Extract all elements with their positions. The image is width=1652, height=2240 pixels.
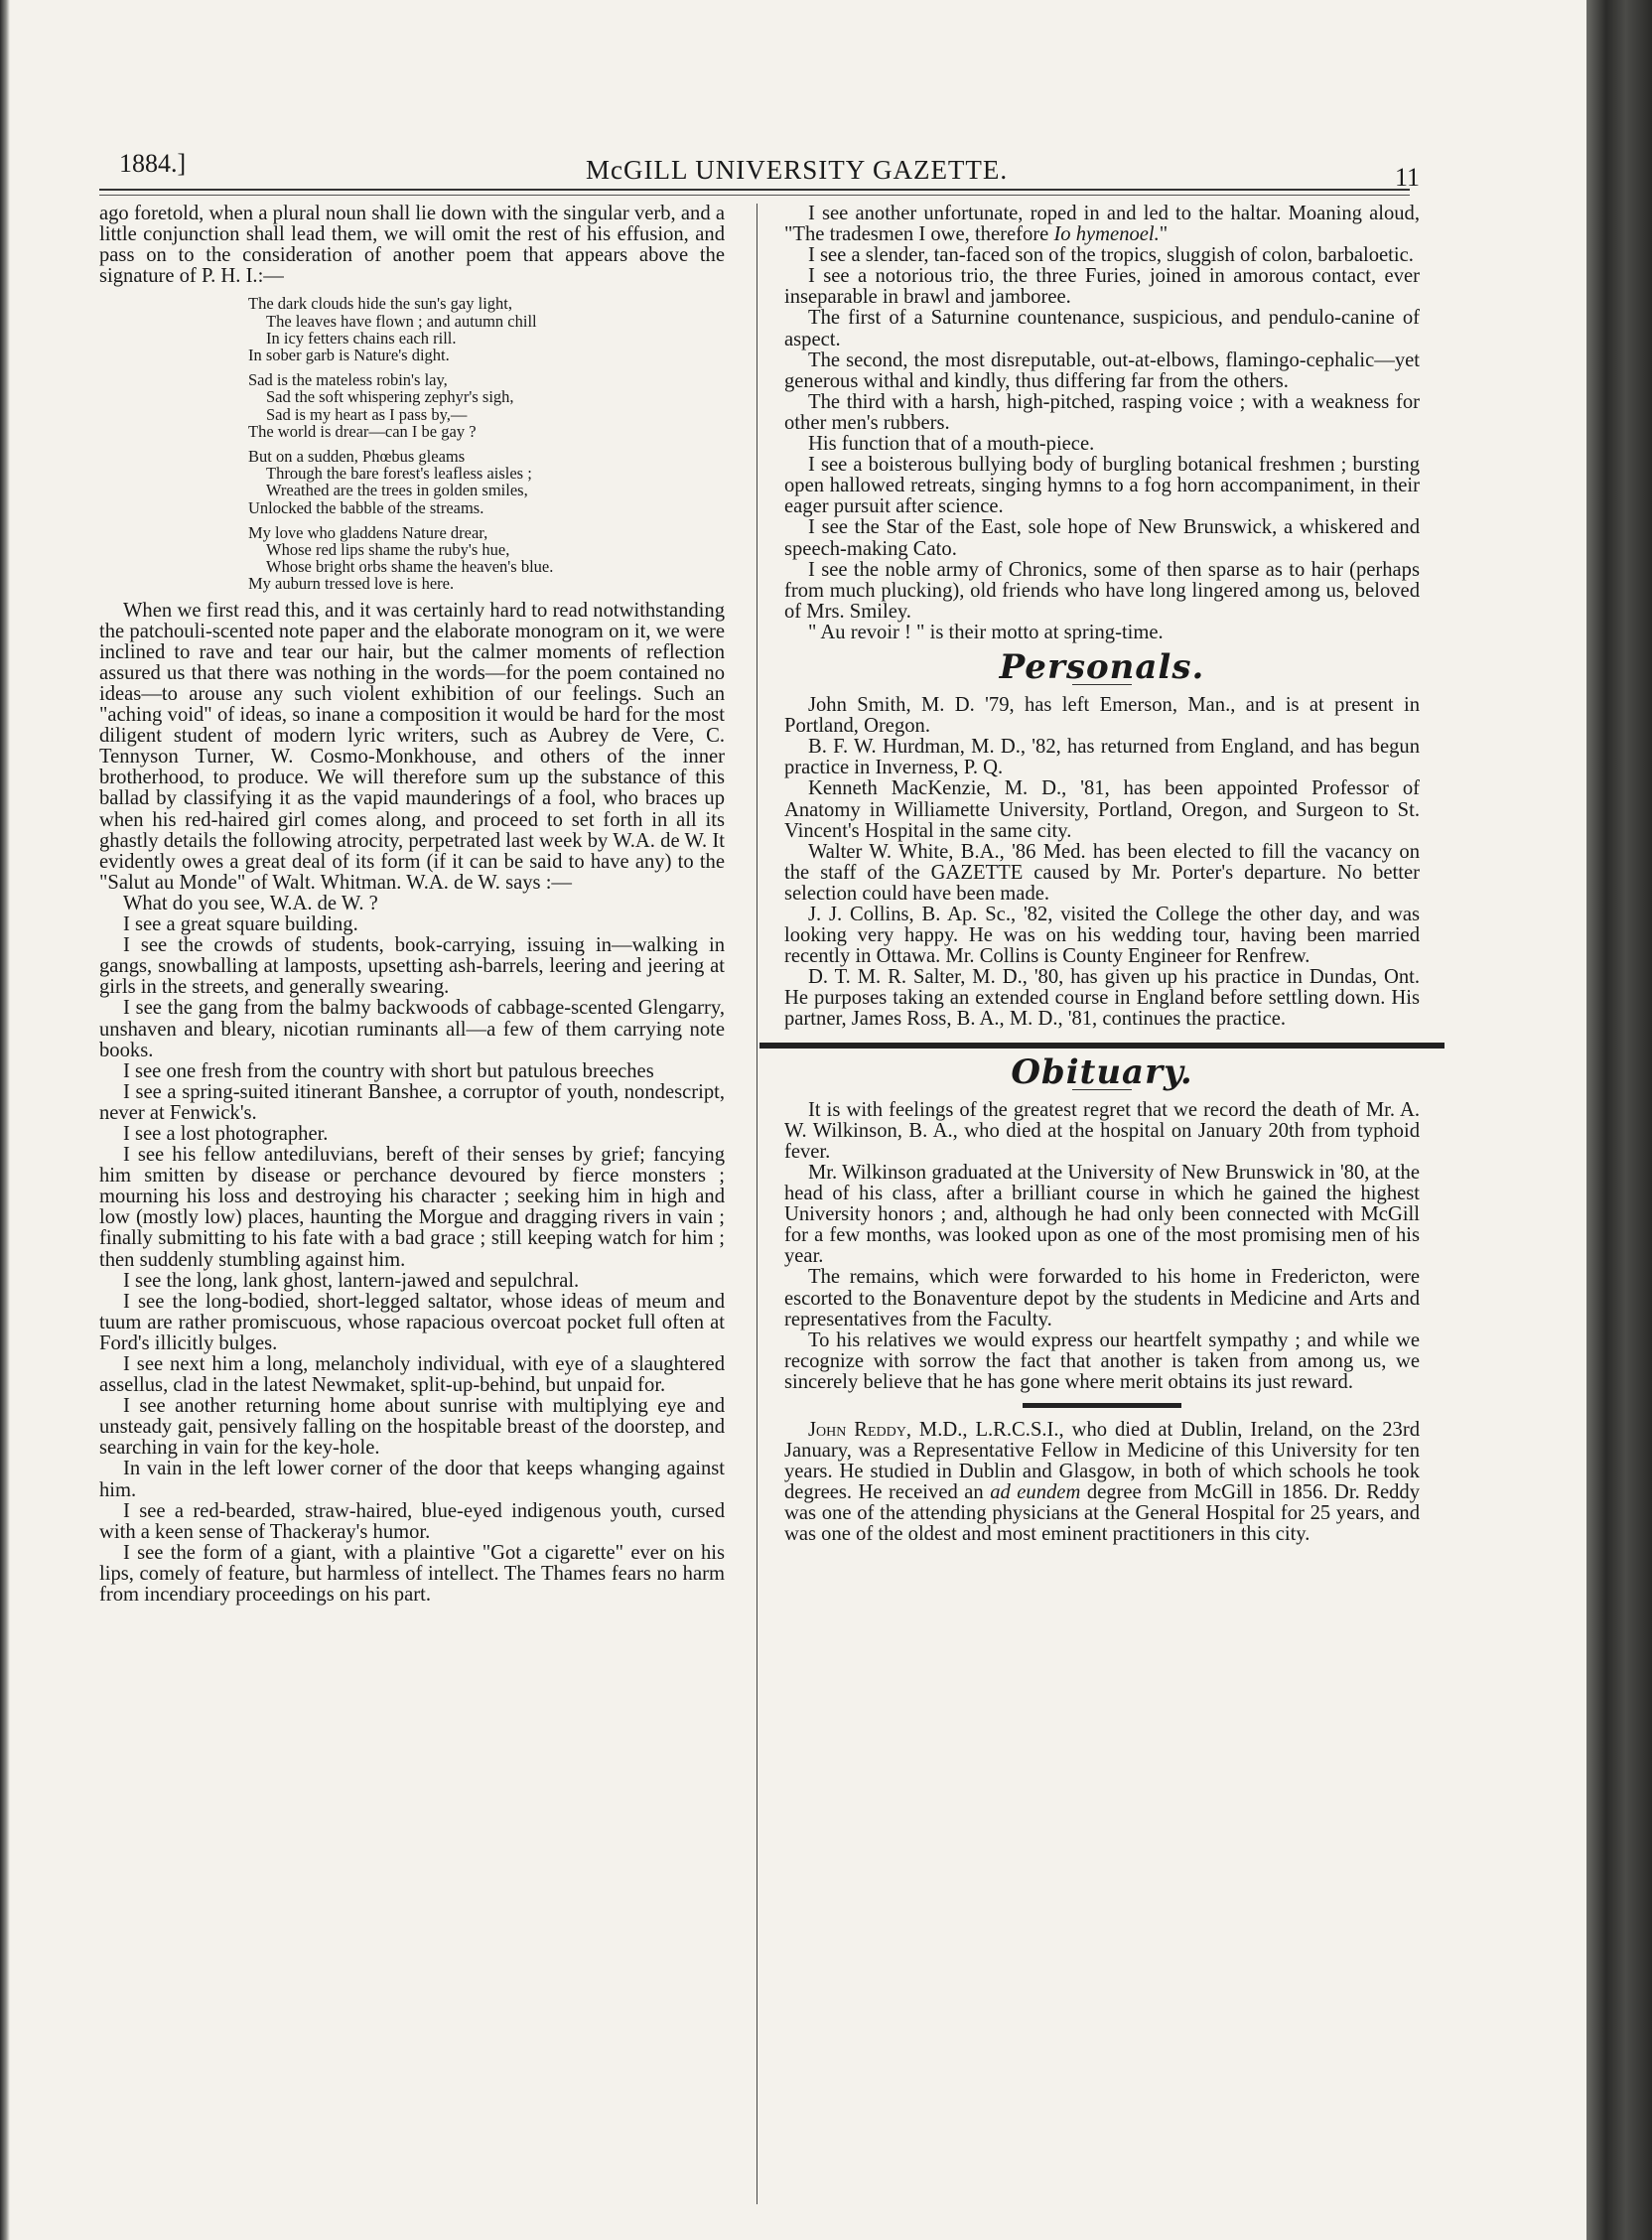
poem-line: Wreathed are the trees in golden smiles, [266,481,528,500]
poem-line: The leaves have flown ; and autumn chill [266,311,537,331]
header-page-number: 11 [1395,163,1421,192]
poem-line: The dark clouds hide the sun's gay light, [248,294,513,314]
verse-paragraph: The second, the most disreputable, out-at-elbows, flamingo-cephalic—yet generous withal and kindly, thus differing far from the others. [784,349,1420,392]
obituary-paragraph: It is with feelings of the greatest regret that we record the death of Mr. A. W. Wilkinson, B. A., who died at the hospital on January 20th from typhoid fever. [784,1098,1420,1163]
verse-paragraph: The third with a harsh, high-pitched, rasping voice ; with a weakness for other men's rubbers. [784,390,1420,434]
header-rule [99,189,1410,191]
page-edge-shadow [0,0,10,2240]
book-binding [1586,0,1652,2240]
verse-paragraph: What do you see, W.A. de W. ? [123,892,378,914]
poem-line: But on a sudden, Phœbus gleams [248,447,466,466]
verse-paragraph: In vain in the left lower corner of the door that keeps whanging against him. [99,1458,725,1501]
verse-paragraph: I see a red-bearded, straw-haired, blue-eyed indigenous youth, cursed with a keen sense of Thackeray's humor. [99,1499,725,1543]
poem-line: My love who gladdens Nature drear, [248,522,488,542]
verse-paragraph: I see his fellow antediluvians, bereft of their senses by grief; fancying him smitten by disease or perchance devoured by fierce monsters ; mourning his loss and destroying his character ; seeking him in high and low (mostly low) places, haunting the Morgue and dragging rivers in vain ; finally submitting to his fate with a bad grace ; still keeping watch for him ; then suddenly stumbling against him. [99,1144,725,1271]
verse-paragraph: His function that of a mouth-piece. [808,433,1095,456]
verse-paragraph: I see a boisterous bullying body of burgling botanical freshmen ; bursting open hallowed retreats, singing hymns to a fog horn accompaniment, in their eager pursuit after science. [784,454,1420,518]
header-rule-thin [99,195,1410,196]
verse-paragraph: I see next him a long, melancholy individual, with eye of a slaughtered assellus, clad in the latest Newmaket, split-up-behind, but unpaid for. [99,1353,725,1397]
intro-paragraph: ago foretold, when a plural noun shall lie down with the singular verb, and a little conjunction shall lead them, we will omit the rest of his effusion, and pass on to the consideration of another poem that appears above the signature of P. H. I.:— [99,203,725,288]
verse-paragraph: I see one fresh from the country with short but patulous breeches [123,1059,654,1082]
poem-line: The world is drear—can I be gay ? [248,421,477,441]
verse-paragraph: I see the Star of the East, sole hope of New Brunswick, a whiskered and speech-making Cato. [784,516,1420,560]
poem-line: Whose bright orbs shame the heaven's blue. [266,557,554,577]
verse-paragraph: I see a lost photographer. [123,1122,329,1145]
verse-paragraph: I see a slender, tan-faced son of the tropics, sluggish of colon, barbaloetic. [808,244,1414,267]
obituary-heading: Obituary. [1011,1051,1193,1092]
verse-paragraph: I see the long-bodied, short-legged saltator, whose ideas of meum and tuum are rather promiscuous, whose rapacious overcoat pocket full often at Ford's illicitly bulges. [99,1290,725,1354]
poem-stanza [248,524,725,593]
header-year: 1884.] [119,149,187,178]
poem [248,295,725,592]
poem-line: My auburn tressed love is here. [248,574,455,594]
verse-paragraph: The first of a Saturnine countenance, suspicious, and pendulo-canine of aspect. [784,307,1420,350]
personals-list [784,695,1420,1031]
poem-line: Unlocked the babble of the streams. [248,497,484,517]
verse-paragraph: I see another returning home about sunrise with multiplying eye and unsteady gait, pensively falling on the hospitable breast of the doorstep, and searching in vain for the key-hole. [99,1395,725,1460]
verse-paragraph: I see a spring-suited itinerant Banshee, a corruptor of youth, nondescript, never at Fenwick's. [99,1080,725,1124]
verse-paragraph: I see the gang from the balmy backwoods of cabbage-scented Glengarry, unshaven and bleary, nicotian ruminants all—a few of them carrying note books. [99,997,725,1061]
obituary-top-rule [759,1043,1445,1049]
verse-paragraph: I see the long, lank ghost, lantern-jawed and sepulchral. [123,1269,580,1292]
reddy-paragraph: John Reddy, M.D., L.R.C.S.I., who died at Dublin, Ireland, on the 23rd January, was a Representative Fellow in Medicine of this University for ten years. He studied in Dublin and Glasgow, in both of which schools he took degrees. He received an ad eundem degree from McGill in 1856. Dr. Reddy was one of the attending physicians at the General Hospital for 25 years, and was one of the oldest and most eminent practitioners in this city. [784,1418,1420,1546]
poem-stanza [248,448,725,516]
header-title: McGILL UNIVERSITY GAZETTE. [586,155,1009,185]
personal-item: John Smith, M. D. '79, has left Emerson, Man., and is at present in Portland, Oregon. [784,694,1420,738]
poem-line: Sad is my heart as I pass by,— [266,404,468,424]
left-column [99,204,725,1606]
right-verse-list [784,245,1420,643]
verse-paragraph: I see a notorious trio, the three Furies, joined in amorous contact, ever inseparable in brawl and jamboree. [784,265,1420,309]
poem-line: In sober garb is Nature's dight. [248,345,450,364]
personal-item: D. T. M. R. Salter, M. D., '80, has given up his practice in Dundas, Ont. He purposes taking an extended course in England before settling down. His partner, James Ross, B. A., M. D., '81, continues the practice. [784,966,1420,1031]
obituary-list [784,1100,1420,1393]
personal-item: J. J. Collins, B. Ap. Sc., '82, visited the College the other day, and was looking very happy. He was on his wedding tour, having been married recently in Ottawa. Mr. Collins is County Engineer for Renfrew. [784,904,1420,968]
poem-line: Sad the soft whispering zephyr's sigh, [266,387,514,407]
verse-paragraph: I see the form of a giant, with a plaintive "Got a cigarette" ever on his lips, comely of feature, but harmless of intellect. The Thames fears no harm from incendiary proceedings on his part. [99,1541,725,1607]
personals-heading: Personals. [999,646,1205,687]
obituary-paragraph: Mr. Wilkinson graduated at the University of New Brunswick in '80, at the head of his class, after a brilliant course in which he gained the highest University honors ; and, although he had only been connected with McGill for a few months, was looked upon as one of the most promising men of his year. [784,1161,1420,1268]
obituary-paragraph: To his relatives we would express our heartfelt sympathy ; and while we recognize with sorrow the fact that another is taken from among us, we sincerely believe that he has gone where merit obtains its just reward. [784,1329,1420,1393]
poem-line: Sad is the mateless robin's lay, [248,370,448,390]
poem-stanza [248,295,725,363]
poem-line: In icy fetters chains each rill. [266,328,457,348]
obituary-paragraph: The remains, which were forwarded to his home in Fredericton, were escorted to the Bonaventure depot by the students in Medicine and Arts and representatives from the Faculty. [784,1266,1420,1330]
poem-line: Whose red lips shame the ruby's hue, [266,540,510,560]
poem-line: Through the bare forest's leafless aisles ; [266,464,532,484]
verse-haltar: I see another unfortunate, roped in and led to the haltar. Moaning aloud, "The tradesmen I owe, therefore Io hymenoel." [784,203,1420,246]
commentary-paragraph: When we first read this, and it was certainly hard to read notwithstanding the patchouli-scented note paper and the elaborate monogram on it, we were inclined to rave and tear our hair, but the calmer moments of reflection assured us that there was nothing in the words—for the poem contained no ideas—to arouse any such violent exhibition of our feelings. Such an "aching void" of ideas, so inane a composition it would be hard for the most diligent student of modern lyric writers, such as Aubrey de Vere, C. Tennyson Turner, W. Cosmo-Monkhouse, and others of the inner brotherhood, to produce. We will therefore sum up the substance of this ballad by classifying it as the vapid maunderings of a fool, who braces up when his red-haired girl comes along, and proceed to set forth in all its ghastly details the following atrocity, perpetrated last week by W.A. de W. It evidently owes a great deal of its form (if it can be said to have any) to the "Salut au Monde" of Walt. Whitman. W.A. de W. says :— [99,599,725,894]
right-column [784,204,1420,1546]
personal-item: Walter W. White, B.A., '86 Med. has been elected to fill the vacancy on the staff of the GAZETTE caused by Mr. Porter's departure. No better selection could have been made. [784,840,1420,905]
poem-stanza [248,371,725,440]
verse-paragraph: I see the noble army of Chronics, some of then sparse as to hair (perhaps from much plucking), old friends who have long lingered among us, beloved of Mrs. Smiley. [784,558,1420,623]
left-verse-list [99,894,725,1606]
verse-paragraph: " Au revoir ! " is their motto at spring-time. [808,621,1164,643]
verse-paragraph: I see the crowds of students, book-carrying, issuing in—walking in gangs, snowballing at lamposts, upsetting ash-barrels, leering and jeering at girls in the streets, and generally swearing. [99,934,725,999]
personal-item: Kenneth MacKenzie, M. D., '81, has been appointed Professor of Anatomy in Williamette University, Portland, Oregon, and Surgeon to St. Vincent's Hospital in the same city. [784,777,1420,842]
personal-item: B. F. W. Hurdman, M. D., '82, has returned from England, and has begun practice in Inverness, P. Q. [784,736,1420,779]
verse-paragraph: I see a great square building. [123,913,358,936]
page-header [99,149,1449,192]
obituary-mid-rule [1023,1403,1181,1408]
